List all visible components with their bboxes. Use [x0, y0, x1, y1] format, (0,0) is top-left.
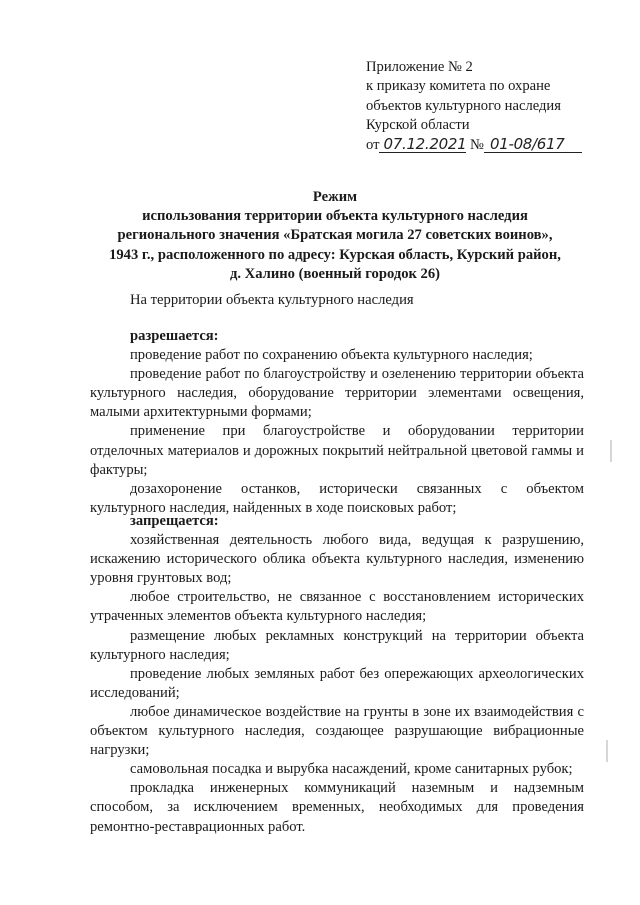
allowed-title: разрешается: — [130, 328, 219, 344]
allowed-section — [90, 327, 584, 518]
document-heading — [92, 188, 578, 284]
appendix-block — [366, 58, 616, 155]
forbidden-item: прокладка инженерных коммуникаций наземным и надземным способом, за исключением временных, необходимых для проведения ремонтно-реставрационных работ. — [90, 780, 584, 835]
from-label: от — [366, 136, 380, 153]
intro-text: На территории объекта культурного наследия — [130, 292, 414, 308]
allowed-item: применение при благоустройстве и оборудовании территории отделочных материалов и дорожных покрытий нейтральной цветовой гаммы и фактуры; — [90, 423, 584, 478]
forbidden-title: запрещается: — [130, 513, 219, 529]
forbidden-item: любое динамическое воздействие на грунты в зоне их взаимодействия с объектом культурного наследия, создающее разрушающие вибрационные нагрузки; — [90, 703, 584, 759]
allowed-item: проведение работ по благоустройству и озеленению территории объекта культурного наследия, оборудование территории элементами освещения, малыми архитектурными формами; — [90, 366, 584, 421]
allowed-item: проведение работ по сохранению объекта культурного наследия; — [130, 347, 533, 364]
appendix-region-line: Курской области — [366, 117, 470, 134]
appendix-order-line: к приказу комитета по охране — [366, 78, 551, 95]
appendix-committee-line: объектов культурного наследия — [366, 97, 561, 114]
forbidden-item: самовольная посадка и вырубка насаждений, кроме санитарных рубок; — [130, 761, 573, 778]
scan-mark — [610, 440, 612, 462]
forbidden-section — [90, 512, 584, 837]
scan-mark — [606, 740, 608, 762]
forbidden-item: хозяйственная деятельность любого вида, ведущая к разрушению, искажению исторического облика объекта культурного наследия, изменению уровня грунтовых вод; — [90, 532, 584, 587]
heading-line-1: Режим — [312, 189, 358, 205]
appendix-date-number-line — [366, 136, 616, 155]
heading-line-3: регионального значения «Братская могила 27 советских воинов», — [117, 227, 553, 244]
number-label: № — [470, 136, 484, 153]
heading-line-4: 1943 г., расположенного по адресу: Курская область, Курский район, — [109, 246, 561, 263]
heading-line-5: д. Халино (военный городок 26) — [229, 265, 441, 282]
heading-line-2: использования территории объекта культурного наследия — [142, 208, 528, 225]
forbidden-item: проведение любых земляных работ без опережающих археологических исследований; — [90, 665, 584, 701]
handwritten-date: 07.12.2021 — [379, 136, 466, 153]
forbidden-item: размещение любых рекламных конструкций на территории объекта культурного наследия; — [90, 627, 584, 663]
forbidden-item: любое строительство, не связанное с восстановлением исторических утраченных элементов объекта культурного наследия; — [90, 589, 584, 625]
handwritten-number: 01-08/617 — [484, 136, 582, 153]
allowed-item: дозахоронение останков, исторически связанных с объектом культурного наследия, найденных в ходе поисковых работ; — [90, 480, 584, 516]
appendix-title: Приложение № 2 — [366, 59, 473, 75]
